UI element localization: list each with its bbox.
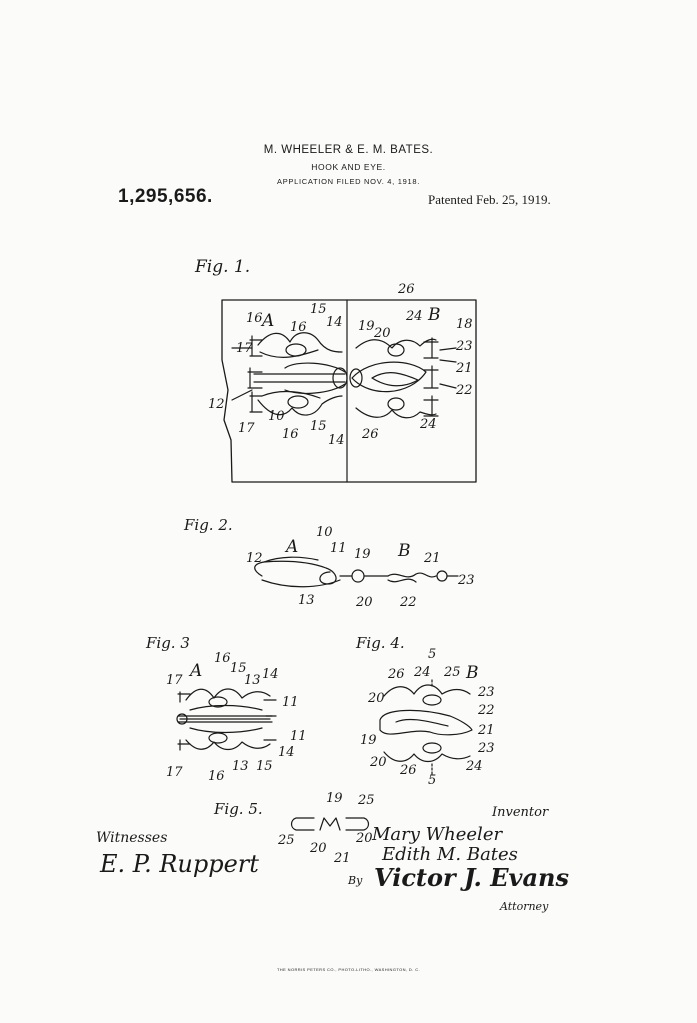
svg-text:10: 10: [316, 525, 333, 540]
svg-text:14: 14: [326, 315, 343, 330]
svg-text:19: 19: [358, 319, 375, 334]
svg-text:B: B: [466, 663, 479, 683]
svg-text:A: A: [286, 537, 299, 557]
inventor-signature-2: Edith M. Bates: [382, 844, 518, 865]
svg-text:26: 26: [362, 427, 379, 442]
svg-text:21: 21: [478, 723, 495, 738]
signature-block: [96, 805, 569, 913]
svg-text:19: 19: [326, 791, 343, 806]
svg-text:17: 17: [238, 421, 255, 436]
fig3-drawing: [177, 689, 276, 750]
fig3-label: Fig. 3: [146, 634, 190, 652]
svg-text:16: 16: [214, 651, 231, 666]
svg-text:20: 20: [374, 326, 391, 341]
svg-text:15: 15: [310, 419, 327, 434]
svg-text:10: 10: [268, 409, 285, 424]
svg-text:B: B: [428, 305, 441, 325]
svg-text:26: 26: [398, 282, 415, 297]
patent-number: 1,295,656.: [118, 186, 213, 207]
svg-text:A: A: [262, 311, 275, 331]
svg-text:26: 26: [388, 667, 405, 682]
svg-text:13: 13: [244, 673, 261, 688]
svg-text:23: 23: [456, 339, 473, 354]
attorney-label: Attorney: [500, 900, 549, 913]
fig4-reference-numerals: [360, 647, 495, 788]
witness-signature: E. P. Ruppert: [100, 850, 259, 878]
svg-text:14: 14: [328, 433, 345, 448]
fig4-drawing: [380, 680, 472, 774]
svg-text:22: 22: [456, 383, 473, 398]
svg-text:23: 23: [478, 685, 495, 700]
svg-text:11: 11: [290, 729, 307, 744]
svg-text:23: 23: [478, 741, 495, 756]
fig1-label: Fig. 1.: [195, 257, 251, 277]
svg-text:26: 26: [400, 763, 417, 778]
svg-text:A: A: [190, 661, 203, 681]
fig1-drawing: [222, 300, 476, 482]
svg-text:20: 20: [356, 831, 373, 846]
svg-text:24: 24: [420, 417, 437, 432]
attorney-signature: Victor J. Evans: [374, 863, 569, 892]
svg-text:21: 21: [456, 361, 473, 376]
svg-text:14: 14: [262, 667, 279, 682]
svg-text:16: 16: [290, 320, 307, 335]
svg-text:21: 21: [334, 851, 351, 866]
fig5-drawing: [292, 818, 369, 830]
fig5-label: Fig. 5.: [214, 800, 263, 818]
svg-text:13: 13: [298, 593, 315, 608]
svg-text:20: 20: [356, 595, 373, 610]
svg-text:25: 25: [358, 793, 375, 808]
svg-text:22: 22: [478, 703, 495, 718]
fig2-label: Fig. 2.: [184, 516, 233, 534]
svg-text:21: 21: [424, 551, 441, 566]
svg-text:14: 14: [278, 745, 295, 760]
svg-text:12: 12: [208, 397, 225, 412]
fig1-reference-numerals: [208, 282, 473, 448]
svg-text:24: 24: [414, 665, 431, 680]
witnesses-label: Witnesses: [96, 830, 168, 846]
svg-text:17: 17: [236, 341, 253, 356]
svg-text:5: 5: [428, 647, 437, 662]
svg-text:B: B: [398, 541, 411, 561]
svg-text:25: 25: [278, 833, 295, 848]
application-date: APPLICATION FILED NOV. 4, 1918.: [277, 177, 420, 186]
svg-text:25: 25: [444, 665, 461, 680]
fig4-label: Fig. 4.: [356, 634, 405, 652]
svg-text:15: 15: [310, 302, 327, 317]
inventor-names: M. WHEELER & E. M. BATES.: [263, 144, 434, 156]
svg-text:19: 19: [354, 547, 371, 562]
svg-text:16: 16: [246, 311, 263, 326]
svg-text:20: 20: [368, 691, 385, 706]
svg-text:15: 15: [256, 759, 273, 774]
svg-text:20: 20: [310, 841, 327, 856]
svg-text:16: 16: [208, 769, 225, 784]
fig2-reference-numerals: [246, 525, 475, 610]
svg-text:24: 24: [406, 309, 423, 324]
svg-text:17: 17: [166, 673, 183, 688]
svg-text:11: 11: [330, 541, 347, 556]
by-label: By: [348, 874, 363, 887]
svg-text:19: 19: [360, 733, 377, 748]
patented-date: Patented Feb. 25, 1919.: [428, 192, 551, 207]
fig5-reference-numerals: [277, 791, 375, 866]
inventor-signature-1: Mary Wheeler: [372, 824, 503, 845]
svg-text:12: 12: [246, 551, 263, 566]
svg-text:23: 23: [458, 573, 475, 588]
svg-text:24: 24: [466, 759, 483, 774]
svg-text:22: 22: [400, 595, 417, 610]
patent-title: HOOK AND EYE.: [311, 162, 386, 172]
svg-text:20: 20: [370, 755, 387, 770]
svg-text:11: 11: [282, 695, 299, 710]
svg-text:15: 15: [230, 661, 247, 676]
svg-text:13: 13: [232, 759, 249, 774]
printer-imprint: THE NORRIS PETERS CO., PHOTO-LITHO., WASHINGTON, D. C.: [276, 967, 421, 972]
svg-text:18: 18: [456, 317, 473, 332]
inventor-label: Inventor: [492, 805, 549, 820]
svg-text:16: 16: [282, 427, 299, 442]
svg-text:5: 5: [428, 773, 437, 788]
svg-text:17: 17: [166, 765, 183, 780]
